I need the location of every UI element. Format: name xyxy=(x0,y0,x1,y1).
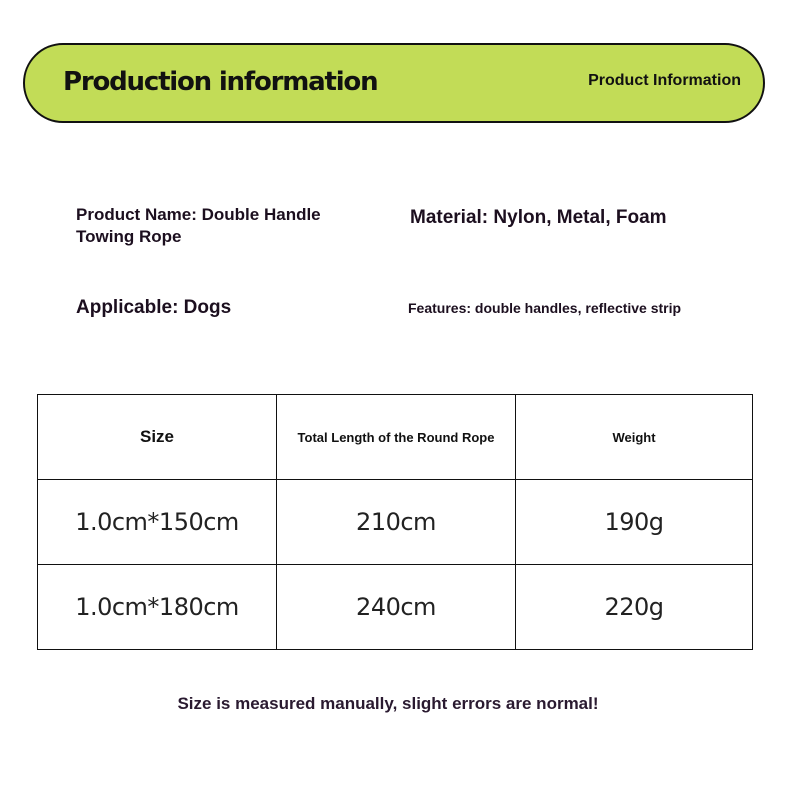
cell-size: 1.0cm*150cm xyxy=(38,480,277,565)
table-row xyxy=(38,565,753,650)
product-features: Features: double handles, reflective strip xyxy=(408,300,682,316)
cell-total-length: 240cm xyxy=(277,565,516,650)
header-size: Size xyxy=(38,395,277,480)
banner-title: Production information xyxy=(63,67,378,97)
cell-weight: 190g xyxy=(516,480,753,565)
banner-subtitle: Product Information xyxy=(588,72,741,89)
header-total-length: Total Length of the Round Rope xyxy=(277,395,516,480)
table-row xyxy=(38,480,753,565)
product-material: Material: Nylon, Metal, Foam xyxy=(410,207,667,228)
cell-weight: 220g xyxy=(516,565,753,650)
size-table xyxy=(37,394,753,650)
header-banner xyxy=(23,43,765,123)
header-weight: Weight xyxy=(516,395,753,480)
measurement-note: Size is measured manually, slight errors are normal! xyxy=(177,694,599,713)
cell-size: 1.0cm*180cm xyxy=(38,565,277,650)
product-applicable: Applicable: Dogs xyxy=(76,297,232,318)
product-name: Product Name: Double Handle Towing Rope xyxy=(76,205,321,246)
table-header-row xyxy=(38,395,753,480)
cell-total-length: 210cm xyxy=(277,480,516,565)
